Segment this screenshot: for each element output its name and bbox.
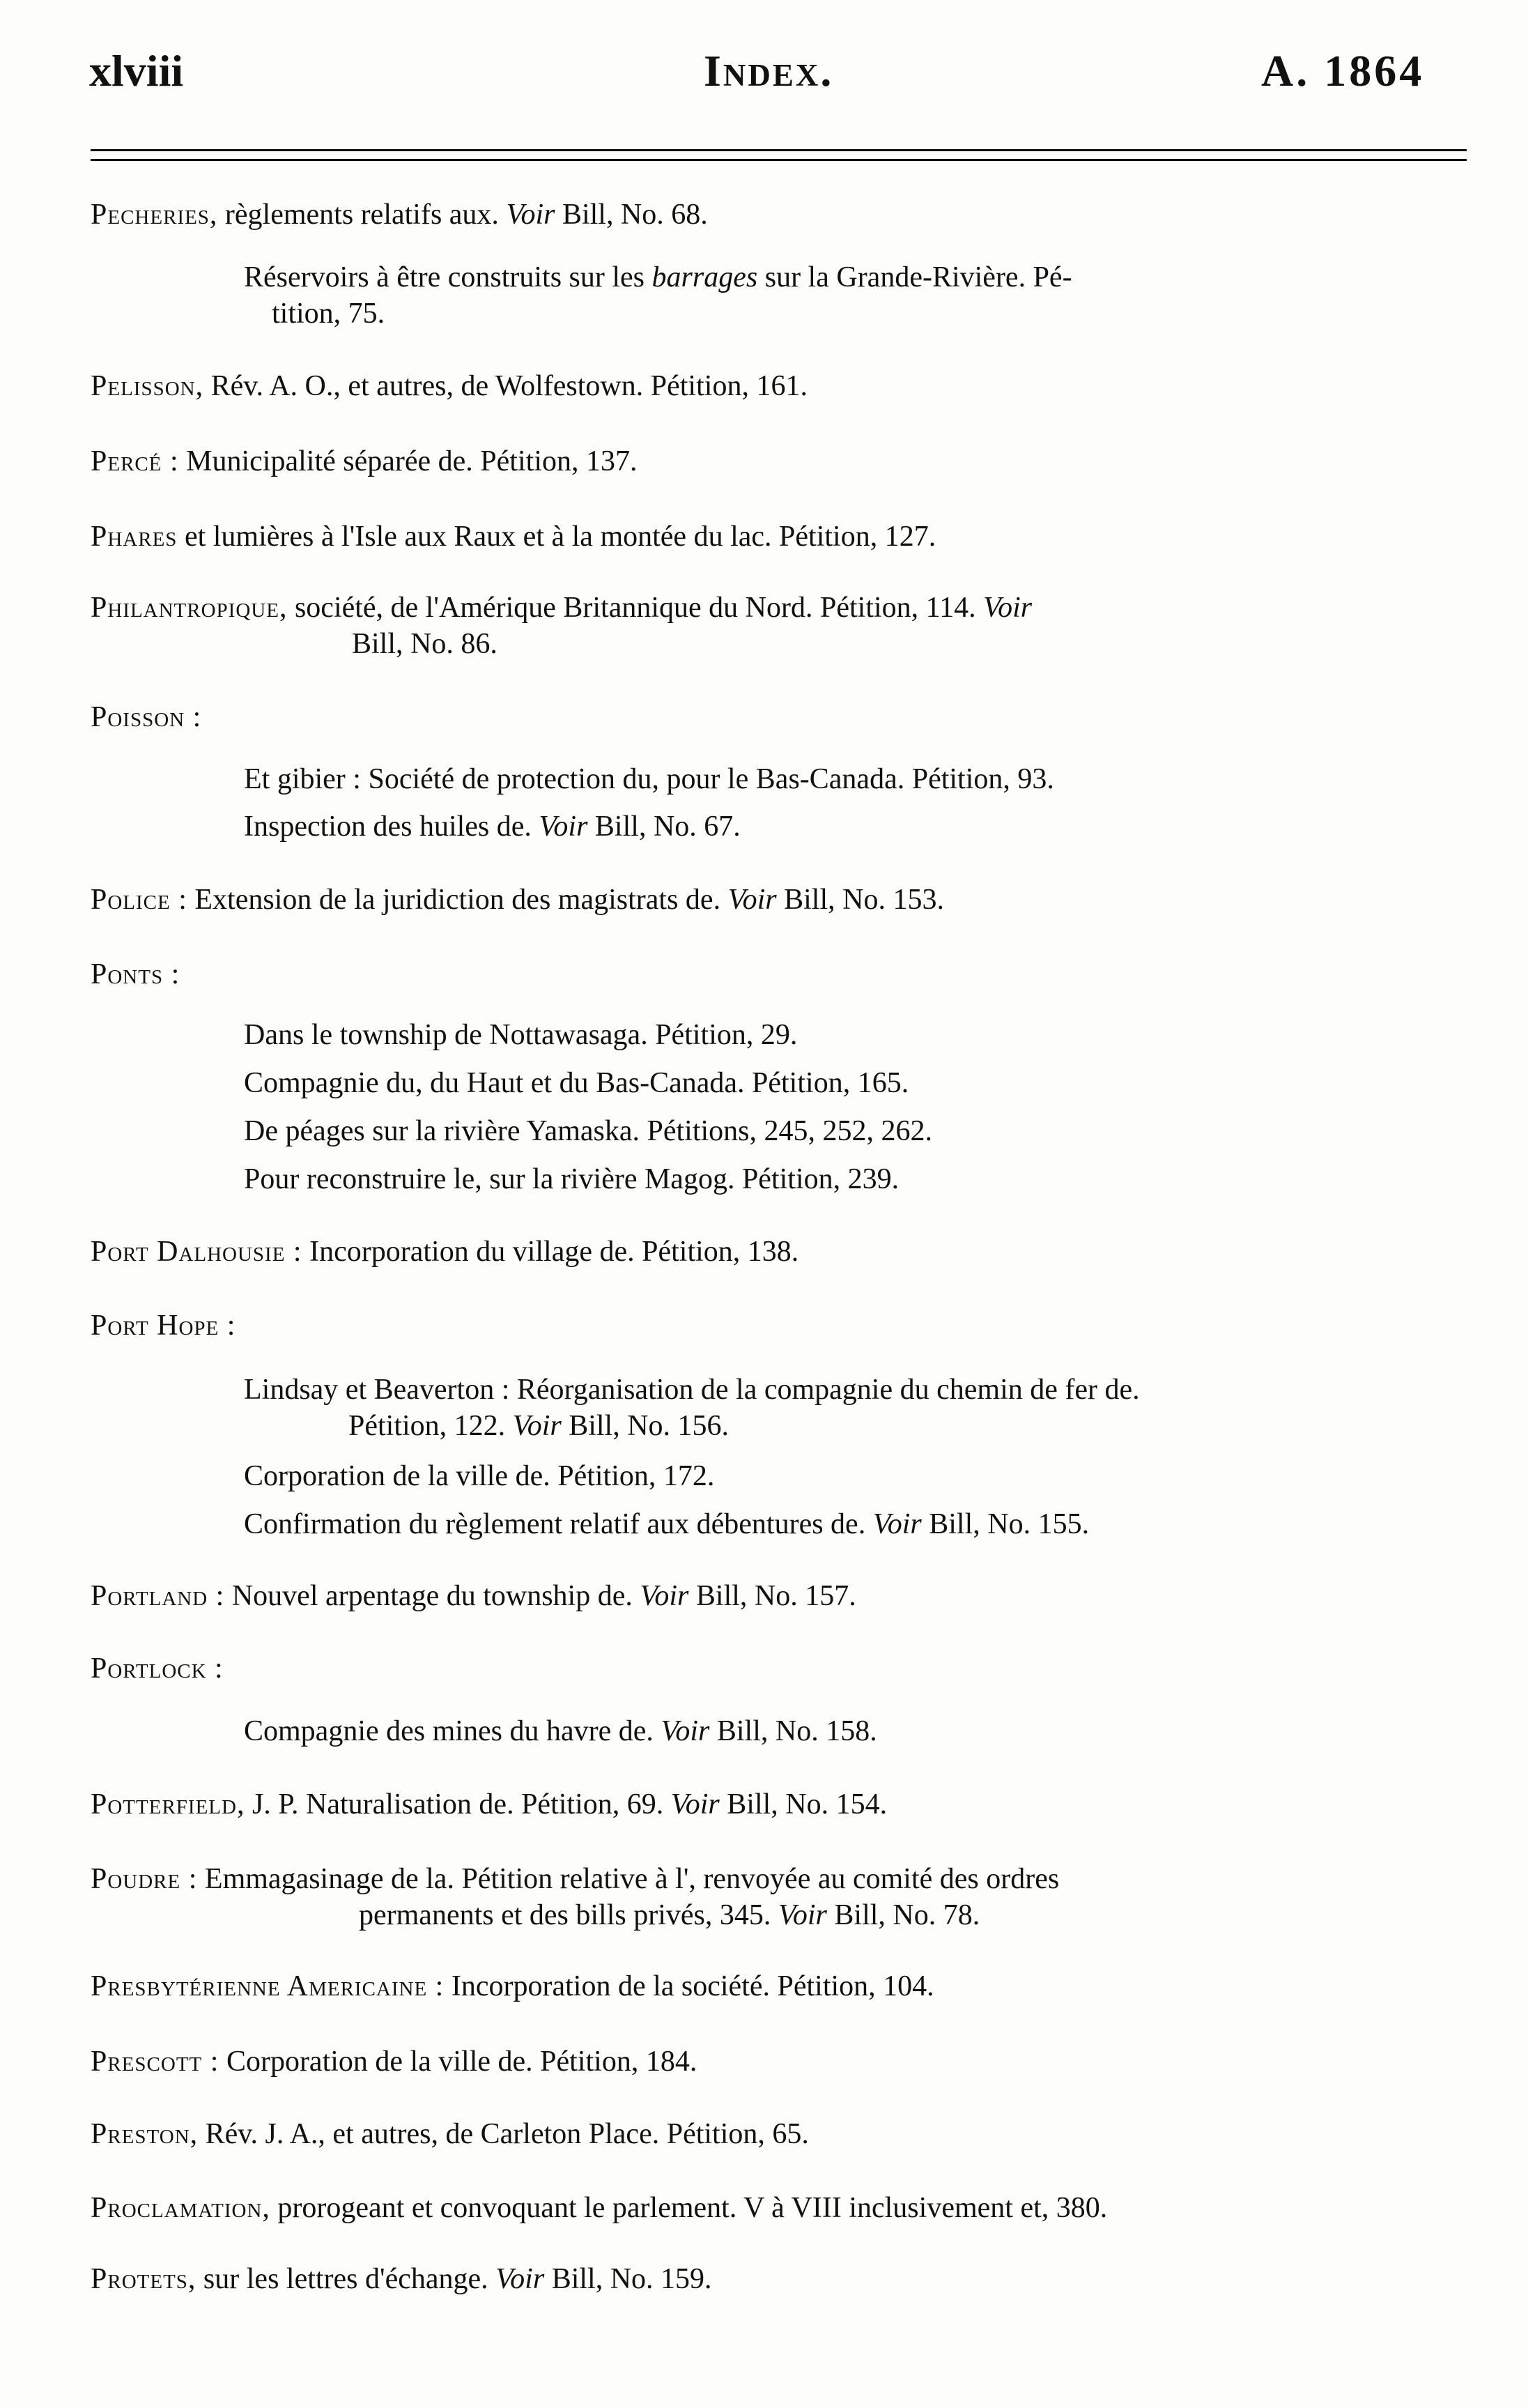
subentry-italic: Voir [661,1715,710,1747]
subentry-text-end: Bill, No. 67. [587,811,741,843]
entry-text: et lumières à l'Isle aux Raux et à la montée du lac. Pétition, 127. [177,521,936,553]
entry-heading: Percé : [91,445,179,477]
subentry-text-end: sur la Grande-Rivière. Pé- [757,261,1072,293]
continuation-italic: Voir [512,1410,562,1442]
index-subentry-debentures [244,1506,1470,1542]
entry-continuation: Bill, No. 86. [352,628,497,660]
entry-reference: Bill, No. 68. [555,199,708,231]
entry-heading: Preston, [91,2118,199,2150]
index-entry-port-hope [91,1307,1467,1344]
index-subentry-huiles [244,808,1470,845]
entry-heading: Phares [91,521,178,553]
subentry-text: Dans le township de Nottawasaga. Pétition, 29. [244,1019,798,1051]
header-rule-top [91,149,1467,151]
subentry-text: De péages sur la rivière Yamaska. Pétitions, 245, 252, 262. [244,1115,933,1147]
index-subentry-yamaska [244,1113,1470,1149]
subentry-text: Réservoirs à être construits sur les [244,261,652,293]
index-subentry-gibier [244,761,1470,797]
entry-reference: Bill, No. 157. [688,1580,856,1612]
entry-text: Corporation de la ville de. Pétition, 184. [219,2046,697,2078]
entry-text: Incorporation de la société. Pétition, 104. [444,1970,934,2002]
entry-text: Rév. J. A., et autres, de Carleton Place. Pétition, 65. [198,2118,809,2150]
entry-text: J. P. Naturalisation de. Pétition, 69. [245,1788,671,1820]
entry-continuation [91,1897,1467,1933]
index-subentry-magog [244,1161,1470,1197]
index-entry-preston [91,2116,1467,2152]
subentry-text: Compagnie des mines du havre de. [244,1715,661,1747]
entry-reference: Bill, No. 159. [544,2263,712,2295]
entry-text: société, de l'Amérique Britannique du Nord. Pétition, 114. [287,592,984,624]
continuation-italic: Voir [778,1899,827,1931]
index-subentry-reservoirs [244,259,1470,332]
subentry-continuation [244,1408,1470,1444]
entry-heading: Potterfield, [91,1788,245,1820]
page-year: A. 1864 [1261,46,1425,95]
index-entry-protets [91,2261,1467,2297]
entry-heading: Poisson : [91,701,202,733]
index-entry-prescott [91,2043,1467,2080]
index-entry-portlock [91,1650,1467,1687]
index-subentry-compagnie-du [244,1065,1470,1101]
subentry-text: Et gibier : Société de protection du, pour le Bas-Canada. Pétition, 93. [244,763,1054,795]
continuation-text-end: Bill, No. 78. [826,1899,980,1931]
entry-heading: Prescott : [91,2046,219,2078]
index-entry-perce [91,443,1467,480]
entry-heading: Port Dalhousie : [91,1236,302,1268]
index-entry-poisson [91,699,1467,735]
subentry-text-end: Bill, No. 155. [921,1508,1090,1540]
entry-voir: Voir [727,884,777,916]
index-entry-philantropique [91,590,1467,662]
index-entry-proclamation [91,2190,1467,2226]
index-subentry-corporation-ville [244,1458,1470,1494]
entry-heading: Port Hope : [91,1310,236,1342]
entry-voir: Voir [495,2263,545,2295]
entry-text: Emmagasinage de la. Pétition relative à l', renvoyée au comité des ordres [197,1863,1060,1895]
page-title: Index. [704,46,834,95]
index-entry-phares [91,519,1467,555]
subentry-text: Inspection des huiles de. [244,811,539,843]
index-entry-pecheries [91,197,1467,233]
index-entry-portland [91,1578,1467,1614]
entry-voir: Voir [640,1580,689,1612]
entry-text: règlements relatifs aux. [217,199,507,231]
entry-text: prorogeant et convoquant le parlement. V à VIII inclusivement et, 380. [270,2192,1108,2224]
entry-voir: Voir [983,592,1033,624]
subentry-text: Lindsay et Beaverton : Réorganisation de la compagnie du chemin de fer de. [244,1374,1140,1406]
entry-heading: Philantropique, [91,592,288,624]
subentry-text-end: Bill, No. 158. [709,1715,877,1747]
entry-reference: Bill, No. 154. [719,1788,888,1820]
entry-text: Incorporation du village de. Pétition, 138. [302,1236,799,1268]
index-subentry-lindsay [244,1372,1470,1444]
entry-heading: Portland : [91,1580,225,1612]
entry-heading: Pelisson, [91,370,204,402]
entry-heading: Poudre : [91,1863,198,1895]
entry-text: Nouvel arpentage du township de. [224,1580,640,1612]
entry-text: Rév. A. O., et autres, de Wolfestown. Pétition, 161. [203,370,808,402]
subentry-italic: Voir [872,1508,922,1540]
entry-heading: Proclamation, [91,2192,270,2224]
page-number: xlviii [89,46,184,95]
index-entry-potterfield [91,1786,1467,1823]
entry-reference: Bill, No. 153. [776,884,944,916]
subentry-italic: barrages [651,261,758,293]
header-rule-bottom [91,159,1467,161]
subentry-continuation: tition, 75. [272,298,385,330]
continuation-text: permanents et des bills privés, 345. [359,1899,778,1931]
subentry-text: Compagnie du, du Haut et du Bas-Canada. Pétition, 165. [244,1067,909,1099]
index-entry-police [91,882,1467,918]
index-subentry-nottawasaga [244,1017,1470,1053]
entry-text: Extension de la juridiction des magistrats de. [187,884,728,916]
subentry-italic: Voir [539,811,588,843]
entry-voir: Voir [670,1788,720,1820]
entry-heading: Portlock : [91,1652,224,1685]
entry-heading: Ponts : [91,958,180,990]
entry-heading: Presbytérienne Americaine : [91,1970,445,2002]
index-entry-poudre [91,1861,1467,1933]
continuation-text-end: Bill, No. 156. [561,1410,730,1442]
index-entry-pelisson [91,368,1467,404]
entry-text: sur les lettres d'échange. [196,2263,496,2295]
continuation-text: Pétition, 122. [348,1410,513,1442]
entry-text: Municipalité séparée de. Pétition, 137. [178,445,638,477]
entry-heading: Protets, [91,2263,196,2295]
entry-voir: Voir [506,199,555,231]
subentry-text: Confirmation du règlement relatif aux débentures de. [244,1508,873,1540]
index-entry-ponts [91,956,1467,992]
index-entry-port-dalhousie [91,1234,1467,1270]
entry-heading: Pecheries, [91,199,218,231]
index-subentry-mines-havre [244,1713,1470,1749]
entry-heading: Police : [91,884,187,916]
subentry-text: Pour reconstruire le, sur la rivière Magog. Pétition, 239. [244,1163,900,1195]
subentry-text: Corporation de la ville de. Pétition, 172. [244,1460,715,1492]
index-entry-presbyterienne [91,1968,1467,2004]
